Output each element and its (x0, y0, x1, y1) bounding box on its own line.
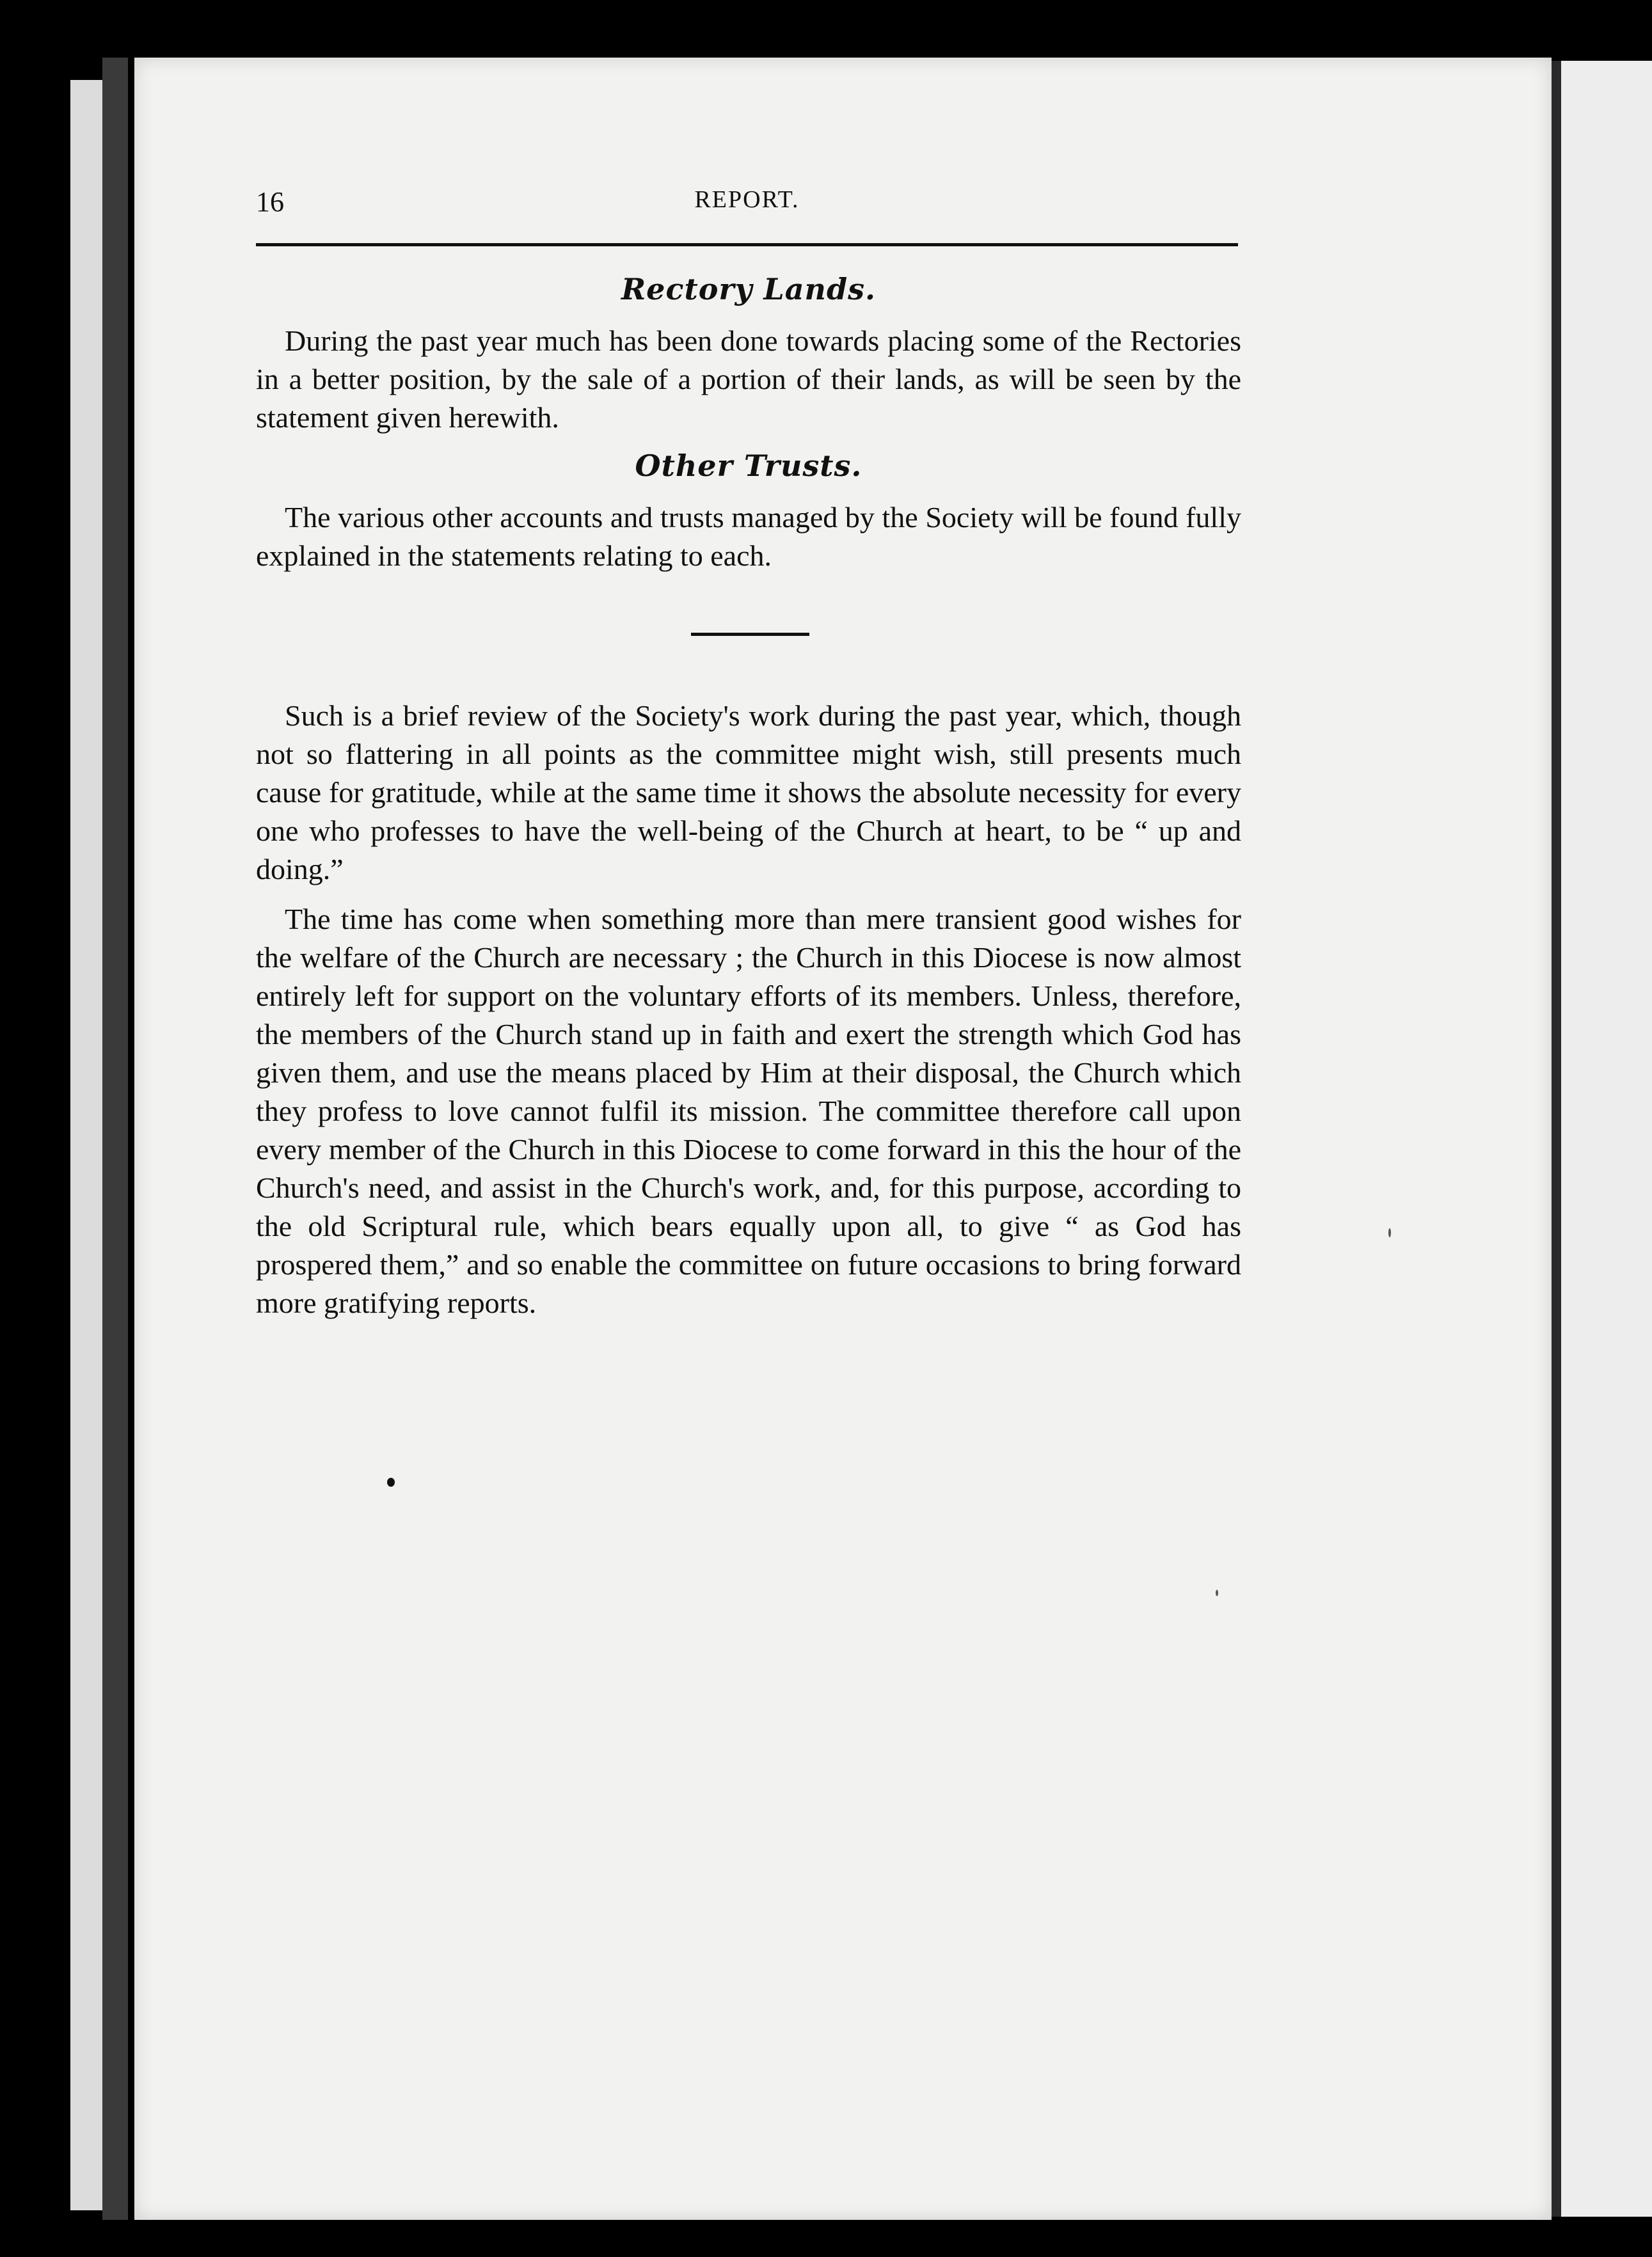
paragraph-rectory-lands: During the past year much has been done towards placing some of the Rectories in a better position, by the sale of a portion of their lands, as will be seen by the statement given herewith. (256, 324, 1241, 434)
running-head: REPORT. (694, 186, 800, 213)
scan-speck (1216, 1590, 1218, 1596)
paragraph-other-trusts: The various other accounts and trusts managed by the Society will be found fully explained in the statements relating to each. (256, 501, 1241, 572)
section-divider (691, 633, 809, 636)
facing-page-edge (1561, 61, 1652, 2217)
section-heading-other-trusts: Other Trusts. (635, 448, 862, 483)
page-content (256, 186, 1395, 1334)
paragraph-review: Such is a brief review of the Society's work during the past year, which, though not so flattering in all points as the committee might wish, still presents much cause for gratitude, while at the same time it shows the absolute necessity for every one who professes to have the well-being of the Church at heart, to be “ up and doing.” (256, 699, 1241, 885)
page-header (256, 186, 1395, 243)
paragraph-appeal: The time has come when something more than mere transient good wishes for the welfare of the Church are necessary ; the Church in this Diocese is now almost entirely left for support on the voluntary efforts of its members. Unless, therefore, the members of the Church stand up in faith and exert the strength which God has given them, and use the means placed by Him at their disposal, the Church which they profess to love cannot fulfil its mission. The committee therefore call upon every member of the Church in this Diocese to come forward in this the hour of the Church's need, and assist in the Church's work, and, for this purpose, according to the old Scriptural rule, which bears equally upon all, to give “ as God has prospered them,” and so enable the committee on future occasions to bring forward more gratifying reports. (256, 903, 1241, 1319)
page-number: 16 (256, 186, 284, 218)
ink-dot (387, 1478, 395, 1487)
binding-shadow (102, 58, 128, 2220)
header-rule (256, 243, 1238, 246)
section-heading-rectory-lands: Rectory Lands. (621, 272, 877, 306)
